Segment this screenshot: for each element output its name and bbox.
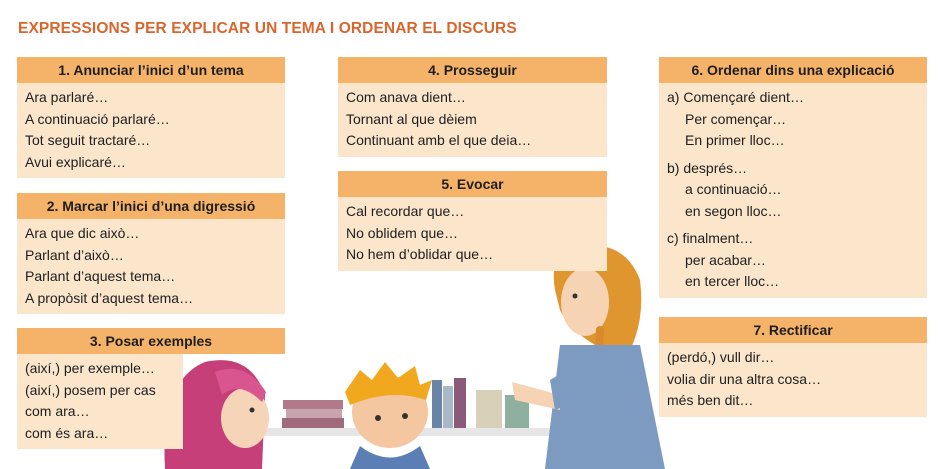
order-group-a xyxy=(667,87,919,152)
expression-item: En primer lloc… xyxy=(685,132,785,148)
expression-item: com ara… xyxy=(25,403,90,419)
expression-item: Per començar… xyxy=(685,110,787,127)
expression-item: Ara parlaré… xyxy=(25,89,109,105)
expression-item: Ara que dic això… xyxy=(25,225,140,241)
expression-item: Tornant al que dèiem xyxy=(346,110,477,127)
section-prosseguir xyxy=(338,57,607,157)
section-header: 7. Rectificar xyxy=(659,317,927,343)
expression-item: Avui explicaré… xyxy=(25,153,126,170)
expression-item: Cal recordar que… xyxy=(346,203,465,219)
expression-item: c) finalment… xyxy=(667,230,754,246)
expression-item: a) Començaré dient… xyxy=(667,89,804,105)
section-evocar xyxy=(338,171,607,271)
expression-item: (així,) posem per cas xyxy=(25,381,156,398)
expression-item: (perdó,) vull dir… xyxy=(667,349,775,365)
expression-item: No oblidem que… xyxy=(346,224,459,241)
section-header: 4. Prosseguir xyxy=(338,57,607,83)
expression-item: No hem d’oblidar que… xyxy=(346,246,494,262)
section-header: 2. Marcar l’inici d’una digressió xyxy=(17,193,285,219)
section-header: 1. Anunciar l’inici d’un tema xyxy=(17,57,285,83)
expression-item: per acabar… xyxy=(685,251,766,268)
section-rectificar xyxy=(659,317,927,417)
expression-item: en tercer lloc… xyxy=(685,273,780,289)
expression-item: A continuació parlaré… xyxy=(25,110,170,127)
expression-item: Parlant d’aquest tema… xyxy=(25,268,176,284)
expression-item: Parlant d’això… xyxy=(25,246,124,263)
expression-item: com és ara… xyxy=(25,424,109,441)
section-anunciar xyxy=(17,57,285,178)
section-ordenar xyxy=(659,57,927,298)
expression-item: més ben dit… xyxy=(667,392,754,408)
section-header: 6. Ordenar dins una explicació xyxy=(659,57,927,83)
expression-item: A propòsit d’aquest tema… xyxy=(25,289,194,306)
expression-item: (així,) per exemple… xyxy=(25,360,155,376)
section-header: 5. Evocar xyxy=(338,171,607,197)
expression-item: a continuació… xyxy=(685,181,782,197)
order-group-b xyxy=(667,158,919,223)
section-header: 3. Posar exemples xyxy=(17,328,285,354)
page-title: EXPRESSIONS PER EXPLICAR UN TEMA I ORDENAR EL DISCURS xyxy=(18,20,517,37)
section-digressio xyxy=(17,193,285,314)
expression-item: b) després… xyxy=(667,159,748,176)
expression-item: volia dir una altra cosa… xyxy=(667,370,822,387)
expression-item: Tot seguit tractaré… xyxy=(25,132,151,148)
boy-blond xyxy=(345,362,432,469)
order-group-c xyxy=(667,228,919,293)
expression-item: en segon lloc… xyxy=(685,202,782,219)
expression-item: Com anava dient… xyxy=(346,89,466,105)
section-exemples xyxy=(17,328,285,449)
expression-item: Continuant amb el que deia… xyxy=(346,132,532,148)
